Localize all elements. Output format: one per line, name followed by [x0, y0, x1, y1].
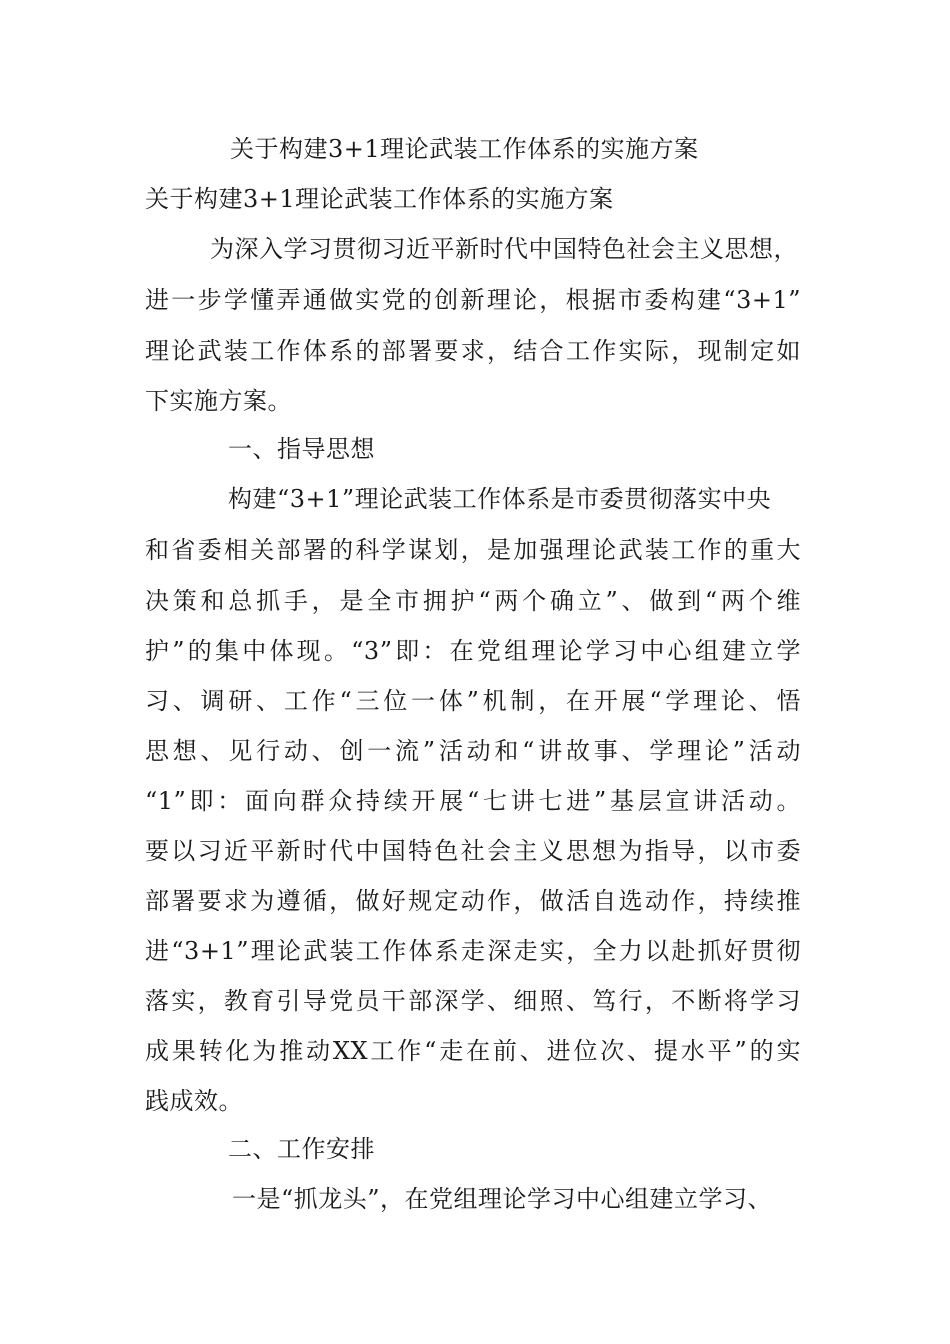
intro-line: 为深入学习贯彻习近平新时代中国特色社会主义思想， [210, 235, 798, 263]
section1-line: 要以习近平新时代中国特色社会主义思想为指导，以市委 [145, 837, 801, 865]
document-title: 关于构建3+1理论武装工作体系的实施方案 [230, 135, 699, 163]
intro-line: 理论武装工作体系的部署要求，结合工作实际，现制定如 [145, 337, 801, 365]
section1-line: 成果转化为推动XX工作“走在前、进位次、提水平”的实 [145, 1037, 801, 1065]
section-heading-work-arrangement: 二、工作安排 [228, 1135, 375, 1163]
section1-line: 部署要求为遵循，做好规定动作，做活自选动作，持续推 [145, 887, 801, 915]
section1-line: 护”的集中体现。“3”即：在党组理论学习中心组建立学 [145, 637, 801, 665]
intro-line: 下实施方案。 [145, 387, 292, 415]
section1-line: 落实，教育引导党员干部深学、细照、笃行，不断将学习 [145, 987, 801, 1015]
section1-line: 思想、见行动、创一流”活动和“讲故事、学理论”活动 [145, 737, 801, 765]
section2-line: 一是“抓龙头”，在党组理论学习中心组建立学习、 [232, 1185, 773, 1213]
section1-line: 决策和总抓手，是全市拥护“两个确立”、做到“两个维 [145, 587, 801, 615]
section1-line: “1”即：面向群众持续开展“七讲七进”基层宣讲活动。 [145, 787, 801, 815]
section1-line: 习、调研、工作“三位一体”机制，在开展“学理论、悟 [145, 687, 801, 715]
section1-line: 和省委相关部署的科学谋划，是加强理论武装工作的重大 [145, 536, 801, 564]
section1-line: 构建“3+1”理论武装工作体系是市委贯彻落实中央 [228, 485, 772, 513]
intro-line: 进一步学懂弄通做实党的创新理论，根据市委构建“3+1” [145, 286, 801, 314]
section1-line: 进“3+1”理论武装工作体系走深走实，全力以赴抓好贯彻 [145, 937, 801, 965]
section1-line: 践成效。 [145, 1087, 243, 1115]
document-subtitle: 关于构建3+1理论武装工作体系的实施方案 [145, 185, 614, 213]
section-heading-guiding-ideology: 一、指导思想 [228, 435, 375, 463]
